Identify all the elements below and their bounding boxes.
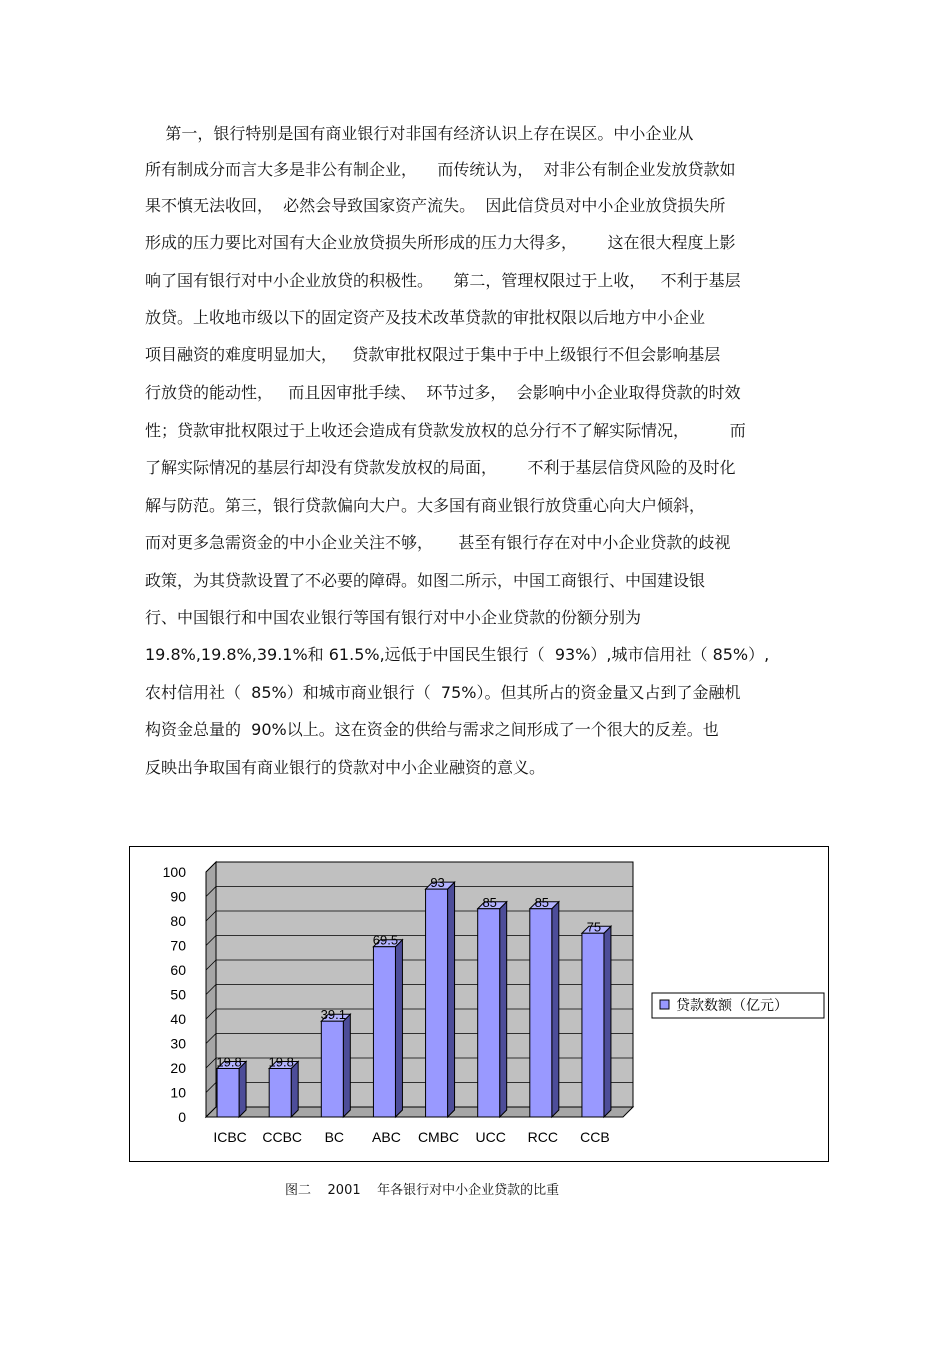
text-line: 放贷。上收地市级以下的固定资产及技术改革贷款的审批权限以后地方中小企业: [145, 308, 706, 327]
bar: [530, 909, 552, 1117]
text-line: 形成的压力要比对国有大企业放贷损失所形成的压力大得多， 这在很大程度上影: [145, 233, 736, 252]
legend-label: 贷款数额（亿元）: [676, 998, 788, 1014]
x-tick-label: CCB: [580, 1129, 610, 1145]
bar: [217, 1068, 239, 1117]
y-tick-label: 60: [170, 962, 186, 978]
x-tick-label: BC: [324, 1129, 345, 1145]
x-tick-label: RCC: [527, 1129, 558, 1145]
bar: [478, 909, 500, 1117]
text-line: 19.8%,19.8%,39.1%和 61.5%,远低于中国民生银行（ 93%）,城市信用社（ 85%）,: [145, 645, 770, 664]
x-tick-label: ICBC: [213, 1129, 247, 1145]
text-line: 所有制成分而言大多是非公有制企业， 而传统认为， 对非公有制企业发放贷款如: [145, 160, 736, 179]
data-label: 19.8: [268, 1054, 294, 1070]
bar-side: [552, 902, 559, 1117]
text-line: 第一，银行特别是国有商业银行对非国有经济认识上存在误区。中小企业从: [145, 124, 694, 143]
bar-side: [448, 882, 455, 1117]
x-tick-label: CCBC: [262, 1129, 303, 1145]
bar-side: [239, 1061, 246, 1117]
text-line: 反映出争取国有商业银行的贷款对中小企业融资的意义。: [145, 758, 546, 777]
text-line: 性；贷款审批权限过于上收还会造成有贷款发放权的总分行不了解实际情况， 而: [145, 421, 746, 440]
y-tick-label: 30: [170, 1035, 186, 1052]
y-tick-label: 20: [170, 1060, 186, 1076]
y-tick-label: 50: [170, 986, 186, 1003]
x-tick-label: ABC: [372, 1129, 401, 1145]
y-tick-label: 100: [162, 864, 186, 880]
data-label: 39.1: [320, 1007, 346, 1023]
y-tick-label: 40: [170, 1011, 186, 1027]
bar: [321, 1021, 343, 1117]
text-line: 政策，为其贷款设置了不必要的障碍。如图二所示，中国工商银行、中国建设银: [145, 571, 706, 590]
y-tick-label: 0: [178, 1109, 186, 1125]
text-line: 果不慎无法收回， 必然会导致国家资产流失。 因此信贷员对中小企业放贷损失所: [145, 196, 726, 215]
y-tick-label: 70: [170, 937, 186, 954]
x-tick-label: UCC: [475, 1129, 506, 1145]
y-tick-label: 90: [170, 888, 186, 905]
y-tick-label: 80: [170, 913, 186, 929]
text-line: 解与防范。第三，银行贷款偏向大户。大多国有商业银行放贷重心向大户倾斜，: [145, 496, 706, 515]
bar-side: [395, 940, 402, 1117]
text-line: 构资金总量的 90%以上。这在资金的供给与需求之间形成了一个很大的反差。也: [145, 720, 719, 739]
y-tick-label: 10: [170, 1084, 186, 1101]
x-tick-label: CMBC: [417, 1129, 460, 1145]
legend-swatch: [660, 1000, 669, 1009]
figure-caption: 图二 2001 年各银行对中小企业贷款的比重: [285, 1183, 560, 1198]
bar-side: [500, 902, 507, 1117]
text-line: 行、中国银行和中国农业银行等国有银行对中小企业贷款的份额分别为: [145, 608, 642, 627]
text-line: 了解实际情况的基层行却没有贷款发放权的局面， 不利于基层信贷风险的及时化: [145, 458, 736, 477]
text-line: 行放贷的能动性， 而且因审批手续、 环节过多， 会影响中小企业取得贷款的时效: [145, 383, 741, 402]
bar-chart: [130, 847, 828, 1161]
data-label: 75: [586, 919, 602, 935]
text-line: 项目融资的难度明显加大， 贷款审批权限过于集中于中上级银行不但会影响基层: [145, 345, 721, 364]
text-line: 而对更多急需资金的中小企业关注不够， 甚至有银行存在对中小企业贷款的歧视: [145, 533, 731, 552]
bar-side: [291, 1061, 298, 1117]
bar: [582, 933, 604, 1117]
data-label: 85: [482, 894, 497, 910]
chart-frame: [129, 846, 829, 1162]
bar: [269, 1068, 291, 1117]
bar: [426, 889, 448, 1117]
data-label: 69.5: [372, 932, 399, 948]
data-label: 93: [430, 875, 445, 891]
bar-side: [343, 1014, 350, 1117]
data-label: 85: [534, 894, 550, 910]
text-line: 响了国有银行对中小企业放贷的积极性。 第二，管理权限过于上收， 不利于基层: [145, 271, 741, 290]
bar: [373, 947, 395, 1117]
data-label: 19.8: [216, 1054, 242, 1070]
text-line: 农村信用社（ 85%）和城市商业银行（ 75%）。但其所占的资金量又占到了金融机: [145, 683, 741, 702]
bar-side: [604, 926, 611, 1117]
